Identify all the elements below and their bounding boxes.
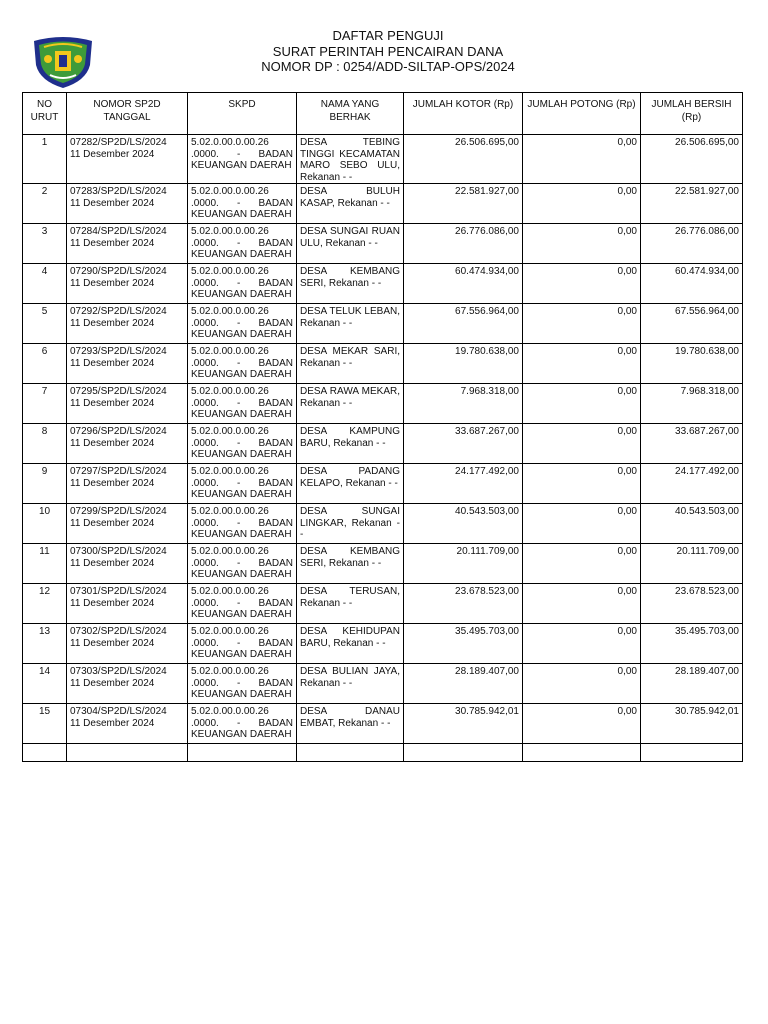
gross-amount — [404, 584, 523, 624]
row-number-text: 13 — [38, 626, 51, 637]
table-row — [23, 584, 743, 624]
net-amount-text: 23.678.523,00 — [675, 586, 739, 597]
gross-amount — [404, 504, 523, 544]
deduction-amount-text: 0,00 — [617, 506, 637, 517]
row-number-text: 15 — [38, 706, 51, 717]
sp2d-number-date-text: 07300/SP2D/LS/2024 — [70, 546, 167, 557]
gross-amount — [404, 424, 523, 464]
net-amount — [641, 135, 743, 184]
gross-amount-text: 33.687.267,00 — [455, 426, 519, 437]
table-header-row — [23, 93, 743, 135]
skpd-cell — [188, 135, 297, 184]
sp2d-number-date-text: 07303/SP2D/LS/2024 — [70, 666, 167, 677]
gross-amount-text: 20.111.709,00 — [456, 546, 519, 557]
sp2d-number-date-text: 11 Desember 2024 — [70, 357, 155, 369]
header-document-number: NOMOR DP : 0254/ADD-SILTAP-OPS/2024 — [261, 59, 515, 74]
gross-amount — [404, 304, 523, 344]
sp2d-number-date-text: 07283/SP2D/LS/2024 — [70, 186, 167, 197]
net-amount-text: 20.111.709,00 — [676, 546, 739, 557]
row-number-text: 7 — [41, 386, 48, 397]
sp2d-number-date-text: 07304/SP2D/LS/2024 — [70, 706, 167, 717]
row-number-text: 6 — [41, 346, 48, 357]
skpd-cell-text: 5.02.0.00.0.00.26 .0000. - BADAN KEUANGAN DAERAH — [191, 626, 293, 660]
gross-amount-text: 35.495.703,00 — [455, 626, 519, 637]
row-number — [23, 135, 67, 184]
row-number — [23, 544, 67, 584]
deduction-amount — [523, 624, 641, 664]
deduction-amount — [523, 264, 641, 304]
col-header-nama: NAMA YANG BERHAK — [297, 93, 404, 135]
skpd-cell — [188, 304, 297, 344]
header-subtitle: SURAT PERINTAH PENCAIRAN DANA — [272, 43, 504, 59]
row-number — [23, 424, 67, 464]
table-footer-row — [23, 744, 743, 762]
skpd-cell — [188, 504, 297, 544]
col-header-sp2d: NOMOR SP2D TANGGAL — [67, 93, 188, 135]
recipient-name-text: DESA RAWA MEKAR, Rekanan - - — [300, 386, 400, 409]
col-header-kotor: JUMLAH KOTOR (Rp) — [404, 93, 523, 135]
gross-amount — [404, 544, 523, 584]
net-amount-text: 35.495.703,00 — [675, 626, 739, 637]
gross-amount-text: 30.785.942,01 — [455, 706, 519, 717]
row-number — [23, 664, 67, 704]
recipient-name-text: DESA BULIAN JAYA, Rekanan - - — [300, 666, 400, 689]
row-number — [23, 584, 67, 624]
row-number-text: 2 — [41, 186, 48, 197]
header-title: DAFTAR PENGUJI — [332, 28, 444, 43]
skpd-cell — [188, 464, 297, 504]
row-number — [23, 304, 67, 344]
net-amount — [641, 504, 743, 544]
recipient-name-text: DESA KAMPUNG BARU, Rekanan - - — [300, 426, 400, 449]
deduction-amount — [523, 664, 641, 704]
net-amount-text: 26.776.086,00 — [675, 226, 739, 237]
gross-amount — [404, 184, 523, 224]
net-amount — [641, 704, 743, 744]
net-amount-text: 28.189.407,00 — [675, 666, 739, 677]
skpd-cell-text: 5.02.0.00.0.00.26 .0000. - BADAN KEUANGAN DAERAH — [191, 466, 293, 500]
sp2d-number-date-text: 11 Desember 2024 — [70, 717, 155, 729]
sp2d-number-date — [67, 304, 188, 344]
net-amount-text: 33.687.267,00 — [675, 426, 739, 437]
gross-amount — [404, 344, 523, 384]
sp2d-number-date-text: 11 Desember 2024 — [70, 437, 155, 449]
deduction-amount-text: 0,00 — [617, 426, 637, 437]
skpd-cell-text: 5.02.0.00.0.00.26 .0000. - BADAN KEUANGAN DAERAH — [191, 226, 293, 260]
footer-cell — [641, 744, 743, 762]
footer-cell — [67, 744, 188, 762]
table-row — [23, 624, 743, 664]
footer-cell — [297, 744, 404, 762]
sp2d-number-date-text: 11 Desember 2024 — [70, 557, 155, 569]
net-amount-text: 40.543.503,00 — [675, 506, 739, 517]
sp2d-number-date-text: 07296/SP2D/LS/2024 — [70, 426, 167, 437]
recipient-name-text: DESA DANAU EMBAT, Rekanan - - — [300, 706, 400, 729]
gross-amount — [404, 704, 523, 744]
recipient-name-text: DESA KEHIDUPAN BARU, Rekanan - - — [300, 626, 400, 649]
footer-cell — [404, 744, 523, 762]
gross-amount-text: 7.968.318,00 — [460, 386, 519, 397]
sp2d-number-date-text: 07302/SP2D/LS/2024 — [70, 626, 167, 637]
col-header-bersih: JUMLAH BERSIH (Rp) — [641, 93, 743, 135]
sp2d-table — [22, 92, 743, 762]
skpd-cell-text: 5.02.0.00.0.00.26 .0000. - BADAN KEUANGAN DAERAH — [191, 306, 293, 340]
sp2d-number-date — [67, 264, 188, 304]
gross-amount-text: 40.543.503,00 — [455, 506, 519, 517]
deduction-amount — [523, 424, 641, 464]
sp2d-number-date — [67, 704, 188, 744]
deduction-amount — [523, 304, 641, 344]
deduction-amount — [523, 704, 641, 744]
skpd-cell-text: 5.02.0.00.0.00.26 .0000. - BADAN KEUANGAN DAERAH — [191, 137, 293, 171]
row-number — [23, 184, 67, 224]
sp2d-number-date-text: 07293/SP2D/LS/2024 — [70, 346, 167, 357]
deduction-amount-text: 0,00 — [617, 186, 637, 197]
deduction-amount-text: 0,00 — [617, 626, 637, 637]
net-amount-text: 22.581.927,00 — [675, 186, 739, 197]
table-row — [23, 504, 743, 544]
deduction-amount-text: 0,00 — [617, 666, 637, 677]
sp2d-number-date-text: 07301/SP2D/LS/2024 — [70, 586, 167, 597]
recipient-name — [297, 464, 404, 504]
net-amount — [641, 464, 743, 504]
table-row — [23, 344, 743, 384]
skpd-cell — [188, 344, 297, 384]
skpd-cell — [188, 384, 297, 424]
deduction-amount — [523, 224, 641, 264]
table-row — [23, 704, 743, 744]
sp2d-number-date-text: 11 Desember 2024 — [70, 148, 155, 160]
recipient-name-text: DESA TERUSAN, Rekanan - - — [300, 586, 400, 609]
row-number-text: 5 — [41, 306, 48, 317]
skpd-cell-text: 5.02.0.00.0.00.26 .0000. - BADAN KEUANGAN DAERAH — [191, 546, 293, 580]
recipient-name — [297, 584, 404, 624]
sp2d-number-date-text: 11 Desember 2024 — [70, 677, 155, 689]
table-row — [23, 135, 743, 184]
row-number — [23, 464, 67, 504]
sp2d-number-date-text: 11 Desember 2024 — [70, 517, 155, 529]
sp2d-number-date-text: 11 Desember 2024 — [70, 637, 155, 649]
net-amount — [641, 424, 743, 464]
footer-cell — [523, 744, 641, 762]
sp2d-number-date-text: 07290/SP2D/LS/2024 — [70, 266, 167, 277]
recipient-name-text: DESA KEMBANG SERI, Rekanan - - — [300, 266, 400, 289]
net-amount — [641, 384, 743, 424]
col-header-no: NO URUT — [23, 93, 67, 135]
row-number-text: 1 — [41, 137, 48, 148]
sp2d-number-date-text: 11 Desember 2024 — [70, 317, 155, 329]
recipient-name — [297, 304, 404, 344]
sp2d-number-date-text: 07284/SP2D/LS/2024 — [70, 226, 167, 237]
net-amount-text: 24.177.492,00 — [675, 466, 739, 477]
sp2d-number-date-text: 11 Desember 2024 — [70, 197, 155, 209]
row-number — [23, 224, 67, 264]
deduction-amount-text: 0,00 — [617, 306, 637, 317]
net-amount-text: 7.968.318,00 — [680, 386, 739, 397]
row-number-text: 9 — [41, 466, 48, 477]
recipient-name — [297, 664, 404, 704]
table-row — [23, 184, 743, 224]
net-amount — [641, 624, 743, 664]
recipient-name-text: DESA TEBING TINGGI KECAMATAN MARO SEBO ULU, Rekanan - - — [300, 137, 400, 183]
sp2d-number-date-text: 11 Desember 2024 — [70, 277, 155, 289]
table-row — [23, 304, 743, 344]
sp2d-number-date-text: 11 Desember 2024 — [70, 397, 155, 409]
deduction-amount — [523, 584, 641, 624]
skpd-cell-text: 5.02.0.00.0.00.26 .0000. - BADAN KEUANGAN DAERAH — [191, 386, 293, 420]
skpd-cell — [188, 664, 297, 704]
gross-amount-text: 24.177.492,00 — [455, 466, 519, 477]
row-number — [23, 624, 67, 664]
sp2d-number-date-text: 11 Desember 2024 — [70, 597, 155, 609]
recipient-name — [297, 135, 404, 184]
skpd-cell-text: 5.02.0.00.0.00.26 .0000. - BADAN KEUANGAN DAERAH — [191, 186, 293, 220]
footer-cell — [188, 744, 297, 762]
table-row — [23, 464, 743, 504]
sp2d-number-date-text: 11 Desember 2024 — [70, 477, 155, 489]
gross-amount — [404, 664, 523, 704]
col-header-skpd: SKPD — [188, 93, 297, 135]
gross-amount — [404, 224, 523, 264]
deduction-amount — [523, 384, 641, 424]
net-amount-text: 60.474.934,00 — [675, 266, 739, 277]
gross-amount-text: 26.506.695,00 — [455, 137, 519, 148]
sp2d-number-date-text: 07299/SP2D/LS/2024 — [70, 506, 167, 517]
sp2d-number-date-text: 11 Desember 2024 — [70, 237, 155, 249]
row-number-text: 8 — [41, 426, 48, 437]
recipient-name — [297, 624, 404, 664]
net-amount — [641, 184, 743, 224]
gross-amount — [404, 464, 523, 504]
sp2d-number-date-text: 07282/SP2D/LS/2024 — [70, 137, 167, 148]
skpd-cell-text: 5.02.0.00.0.00.26 .0000. - BADAN KEUANGAN DAERAH — [191, 346, 293, 380]
sp2d-number-date — [67, 384, 188, 424]
skpd-cell — [188, 624, 297, 664]
document-header — [200, 28, 576, 75]
sp2d-number-date — [67, 464, 188, 504]
recipient-name — [297, 344, 404, 384]
skpd-cell-text: 5.02.0.00.0.00.26 .0000. - BADAN KEUANGAN DAERAH — [191, 666, 293, 700]
recipient-name — [297, 504, 404, 544]
row-number-text: 14 — [38, 666, 51, 677]
net-amount — [641, 664, 743, 704]
recipient-name-text: DESA PADANG KELAPO, Rekanan - - — [300, 466, 400, 489]
recipient-name-text: DESA TELUK LEBAN, Rekanan - - — [300, 306, 400, 329]
recipient-name-text: DESA MEKAR SARI, Rekanan - - — [300, 346, 400, 369]
deduction-amount — [523, 504, 641, 544]
deduction-amount-text: 0,00 — [617, 466, 637, 477]
deduction-amount — [523, 544, 641, 584]
skpd-cell-text: 5.02.0.00.0.00.26 .0000. - BADAN KEUANGAN DAERAH — [191, 706, 293, 740]
sp2d-number-date — [67, 664, 188, 704]
skpd-cell — [188, 184, 297, 224]
skpd-cell-text: 5.02.0.00.0.00.26 .0000. - BADAN KEUANGAN DAERAH — [191, 266, 293, 300]
row-number — [23, 264, 67, 304]
sp2d-number-date — [67, 544, 188, 584]
gross-amount-text: 22.581.927,00 — [455, 186, 519, 197]
net-amount — [641, 304, 743, 344]
net-amount — [641, 224, 743, 264]
table-row — [23, 544, 743, 584]
sp2d-number-date-text: 07297/SP2D/LS/2024 — [70, 466, 167, 477]
net-amount-text: 30.785.942,01 — [675, 706, 739, 717]
skpd-cell — [188, 224, 297, 264]
table-row — [23, 664, 743, 704]
sp2d-number-date — [67, 184, 188, 224]
net-amount — [641, 264, 743, 304]
skpd-cell — [188, 424, 297, 464]
sp2d-number-date — [67, 424, 188, 464]
recipient-name-text: DESA BULUH KASAP, Rekanan - - — [300, 186, 400, 209]
deduction-amount-text: 0,00 — [617, 226, 637, 237]
row-number — [23, 384, 67, 424]
deduction-amount-text: 0,00 — [617, 137, 637, 148]
deduction-amount-text: 0,00 — [617, 546, 637, 557]
sp2d-number-date — [67, 584, 188, 624]
sp2d-number-date — [67, 135, 188, 184]
gross-amount-text: 67.556.964,00 — [455, 306, 519, 317]
gross-amount — [404, 624, 523, 664]
sp2d-number-date — [67, 624, 188, 664]
deduction-amount — [523, 464, 641, 504]
skpd-cell-text: 5.02.0.00.0.00.26 .0000. - BADAN KEUANGAN DAERAH — [191, 586, 293, 620]
gross-amount-text: 60.474.934,00 — [455, 266, 519, 277]
deduction-amount-text: 0,00 — [617, 266, 637, 277]
gross-amount-text: 23.678.523,00 — [455, 586, 519, 597]
gross-amount — [404, 135, 523, 184]
row-number-text: 3 — [41, 226, 48, 237]
gross-amount-text: 28.189.407,00 — [455, 666, 519, 677]
table-row — [23, 224, 743, 264]
sp2d-number-date — [67, 344, 188, 384]
net-amount — [641, 344, 743, 384]
net-amount — [641, 544, 743, 584]
row-number-text: 4 — [41, 266, 48, 277]
recipient-name-text: DESA SUNGAI RUAN ULU, Rekanan - - — [300, 226, 400, 249]
row-number — [23, 504, 67, 544]
recipient-name — [297, 264, 404, 304]
gross-amount — [404, 384, 523, 424]
deduction-amount — [523, 135, 641, 184]
skpd-cell — [188, 544, 297, 584]
net-amount — [641, 584, 743, 624]
deduction-amount — [523, 344, 641, 384]
sp2d-number-date-text: 07292/SP2D/LS/2024 — [70, 306, 167, 317]
recipient-name — [297, 184, 404, 224]
skpd-cell — [188, 264, 297, 304]
row-number — [23, 344, 67, 384]
recipient-name — [297, 704, 404, 744]
skpd-cell-text: 5.02.0.00.0.00.26 .0000. - BADAN KEUANGAN DAERAH — [191, 506, 293, 540]
deduction-amount-text: 0,00 — [617, 706, 637, 717]
deduction-amount — [523, 184, 641, 224]
regency-emblem-icon — [30, 35, 96, 89]
gross-amount — [404, 264, 523, 304]
net-amount-text: 19.780.638,00 — [675, 346, 739, 357]
skpd-cell — [188, 704, 297, 744]
row-number — [23, 704, 67, 744]
gross-amount-text: 26.776.086,00 — [455, 226, 519, 237]
col-header-potong: JUMLAH POTONG (Rp) — [523, 93, 641, 135]
table-row — [23, 384, 743, 424]
skpd-cell-text: 5.02.0.00.0.00.26 .0000. - BADAN KEUANGAN DAERAH — [191, 426, 293, 460]
recipient-name — [297, 224, 404, 264]
recipient-name-text: DESA SUNGAI LINGKAR, Rekanan - - — [300, 506, 400, 540]
recipient-name — [297, 384, 404, 424]
row-number-text: 12 — [38, 586, 51, 597]
deduction-amount-text: 0,00 — [617, 586, 637, 597]
footer-cell — [23, 744, 67, 762]
gross-amount-text: 19.780.638,00 — [455, 346, 519, 357]
sp2d-number-date-text: 07295/SP2D/LS/2024 — [70, 386, 167, 397]
recipient-name-text: DESA KEMBANG SERI, Rekanan - - — [300, 546, 400, 569]
table-row — [23, 424, 743, 464]
skpd-cell — [188, 584, 297, 624]
deduction-amount-text: 0,00 — [617, 346, 637, 357]
recipient-name — [297, 424, 404, 464]
table-row — [23, 264, 743, 304]
sp2d-number-date — [67, 224, 188, 264]
recipient-name — [297, 544, 404, 584]
net-amount-text: 26.506.695,00 — [675, 137, 739, 148]
net-amount-text: 67.556.964,00 — [675, 306, 739, 317]
row-number-text: 10 — [38, 506, 51, 517]
row-number-text: 11 — [39, 546, 50, 557]
sp2d-number-date — [67, 504, 188, 544]
deduction-amount-text: 0,00 — [617, 386, 637, 397]
